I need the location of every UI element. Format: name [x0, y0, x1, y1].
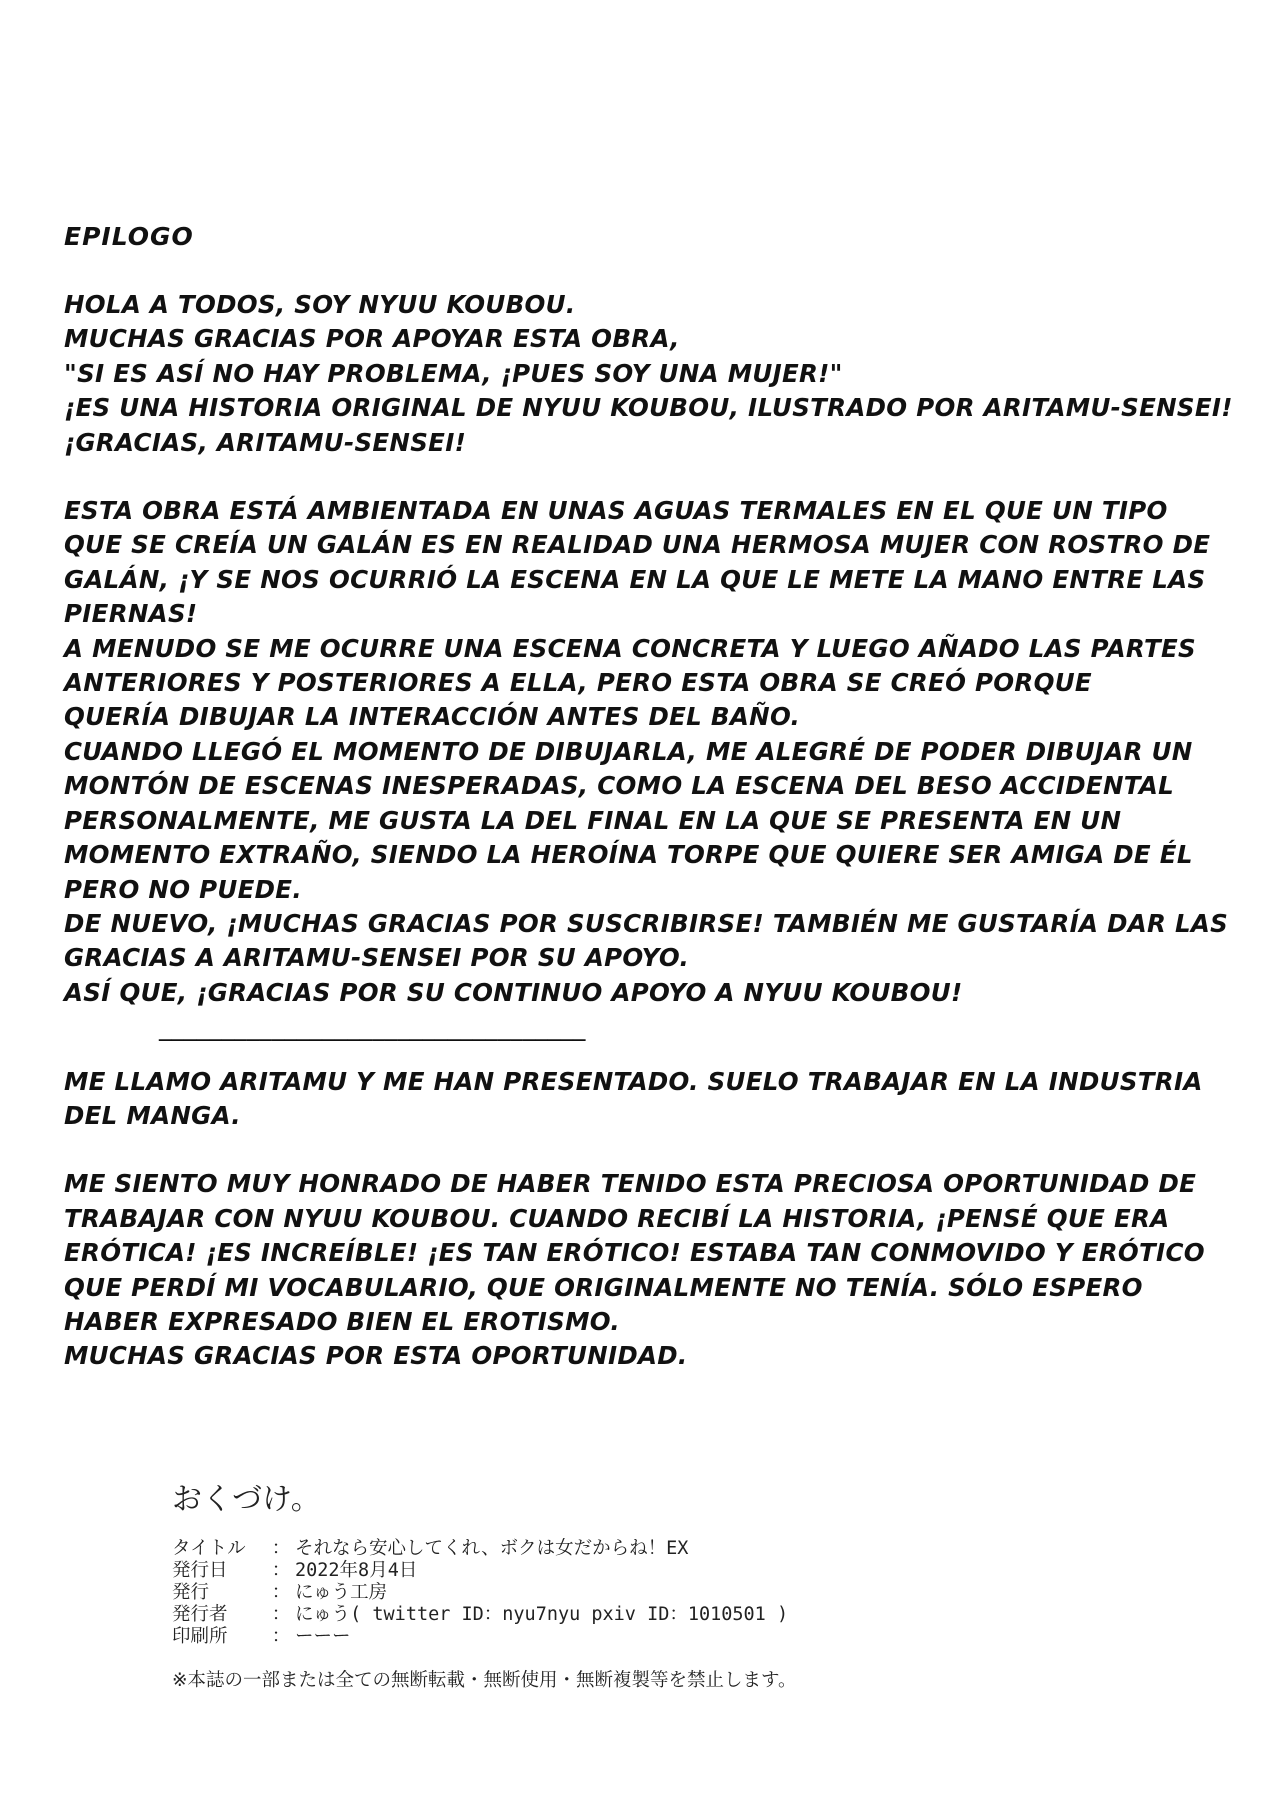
colophon-value: にゅう( twitter ID：nyu7nyu pxiv ID：1010501 ): [295, 1604, 789, 1625]
text-line: TRABAJAR CON NYUU KOUBOU. CUANDO RECIBÍ LA HISTORIA, ¡PENSÉ QUE ERA: [64, 1203, 1170, 1233]
epilogue-title: EPILOGO: [64, 222, 194, 251]
text-line: ¡ES UNA HISTORIA ORIGINAL DE NYUU KOUBOU, ILUSTRADO POR ARITAMU-SENSEI!: [64, 393, 1233, 423]
text-line: ANTERIORES Y POSTERIORES A ELLA, PERO ESTA OBRA SE CREÓ PORQUE: [64, 668, 1092, 698]
colophon-key: タイトル: [172, 1538, 246, 1559]
colophon-separator: ：: [271, 1626, 291, 1647]
colophon-separator: ：: [271, 1560, 291, 1581]
colophon-row-printer: [172, 1626, 797, 1648]
text-line: PERSONALMENTE, ME GUSTA LA DEL FINAL EN LA QUE SE PRESENTA EN UN: [64, 805, 1122, 835]
paragraph-gap: [64, 1045, 1184, 1065]
text-line: ASÍ QUE, ¡GRACIAS POR SU CONTINUO APOYO A NYUU KOUBOU!: [64, 977, 963, 1007]
colophon-value: 2022年8月4日: [295, 1560, 418, 1581]
colophon-key: 印刷所: [172, 1626, 228, 1647]
colophon-separator: ：: [271, 1582, 291, 1603]
colophon: [172, 1482, 797, 1692]
paragraph-gap: [64, 460, 1184, 494]
text-line: QUE PERDÍ MI VOCABULARIO, QUE ORIGINALMENTE NO TENÍA. SÓLO ESPERO: [64, 1272, 1143, 1302]
copyright-note: ※本誌の一部または全ての無断転載・無断使用・無断複製等を禁止します。: [172, 1670, 797, 1691]
colophon-separator: ：: [271, 1604, 291, 1625]
text-line: ¡GRACIAS, ARITAMU-SENSEI!: [64, 427, 467, 457]
text-line: ESTA OBRA ESTÁ AMBIENTADA EN UNAS AGUAS TERMALES EN EL QUE UN TIPO: [64, 496, 1168, 526]
text-line: MONTÓN DE ESCENAS INESPERADAS, COMO LA ESCENA DEL BESO ACCIDENTAL: [64, 771, 1175, 801]
text-line: DEL MANGA.: [64, 1100, 241, 1130]
paragraph-gap: [64, 1133, 1184, 1167]
epilogue-block-2: [64, 494, 1229, 1010]
text-line: ME SIENTO MUY HONRADO DE HABER TENIDO ESTA PRECIOSA OPORTUNIDAD DE: [64, 1169, 1197, 1199]
text-line: DE NUEVO, ¡MUCHAS GRACIAS POR SUSCRIBIRSE! TAMBIÉN ME GUSTARÍA DAR LAS: [64, 908, 1229, 938]
text-line: CUANDO LLEGÓ EL MOMENTO DE DIBUJARLA, ME ALEGRÉ DE PODER DIBUJAR UN: [64, 736, 1193, 766]
colophon-table: [172, 1538, 797, 1648]
text-line: QUERÍA DIBUJAR LA INTERACCIÓN ANTES DEL BAÑO.: [64, 702, 801, 732]
text-line: PIERNAS!: [64, 599, 198, 629]
colophon-value: ーーー: [295, 1626, 351, 1647]
text-line: PERO NO PUEDE.: [64, 874, 302, 904]
colophon-row-publisher: [172, 1582, 797, 1604]
text-line: HOLA A TODOS, SOY NYUU KOUBOU.: [64, 290, 576, 319]
text-line: QUE SE CREÍA UN GALÁN ES EN REALIDAD UNA HERMOSA MUJER CON ROSTRO DE: [64, 530, 1211, 560]
colophon-value: それなら安心してくれ、ボクは女だからね！EX: [295, 1538, 689, 1559]
colophon-key: 発行日: [172, 1560, 228, 1581]
text-line: MUCHAS GRACIAS POR APOYAR ESTA OBRA,: [64, 324, 680, 354]
text-line: MOMENTO EXTRAÑO, SIENDO LA HEROÍNA TORPE QUE QUIERE SER AMIGA DE ÉL: [64, 840, 1193, 870]
colophon-key: 発行者: [172, 1604, 228, 1625]
separator-line: __________________________________: [159, 1012, 586, 1042]
text-line: ME LLAMO ARITAMU Y ME HAN PRESENTADO. SUELO TRABAJAR EN LA INDUSTRIA: [64, 1066, 1203, 1096]
text-line: GALÁN, ¡Y SE NOS OCURRIÓ LA ESCENA EN LA QUE LE METE LA MANO ENTRE LAS: [64, 564, 1206, 594]
text-line: GRACIAS A ARITAMU-SENSEI POR SU APOYO.: [64, 943, 690, 973]
colophon-separator: ：: [271, 1538, 291, 1559]
colophon-row-title: [172, 1538, 797, 1560]
epilogue-block-4: [64, 1167, 1205, 1373]
colophon-title: おくづけ。: [172, 1482, 321, 1517]
text-line: HABER EXPRESADO BIEN EL EROTISMO.: [64, 1306, 620, 1336]
text-line: ERÓTICA! ¡ES INCREÍBLE! ¡ES TAN ERÓTICO! ESTABA TAN CONMOVIDO Y ERÓTICO: [64, 1238, 1205, 1268]
text-line: A MENUDO SE ME OCURRE UNA ESCENA CONCRETA Y LUEGO AÑADO LAS PARTES: [64, 633, 1196, 663]
colophon-key: 発行: [172, 1582, 210, 1603]
colophon-value: にゅう工房: [295, 1582, 388, 1603]
text-line: "SI ES ASÍ NO HAY PROBLEMA, ¡PUES SOY UNA MUJER!": [64, 358, 843, 388]
colophon-row-date: [172, 1560, 797, 1582]
epilogue-block-1: [64, 288, 1233, 460]
colophon-row-issuer: [172, 1604, 797, 1626]
epilogue-section: [64, 222, 1233, 1374]
epilogue-block-3: [64, 1065, 1203, 1134]
text-line: MUCHAS GRACIAS POR ESTA OPORTUNIDAD.: [64, 1341, 688, 1371]
